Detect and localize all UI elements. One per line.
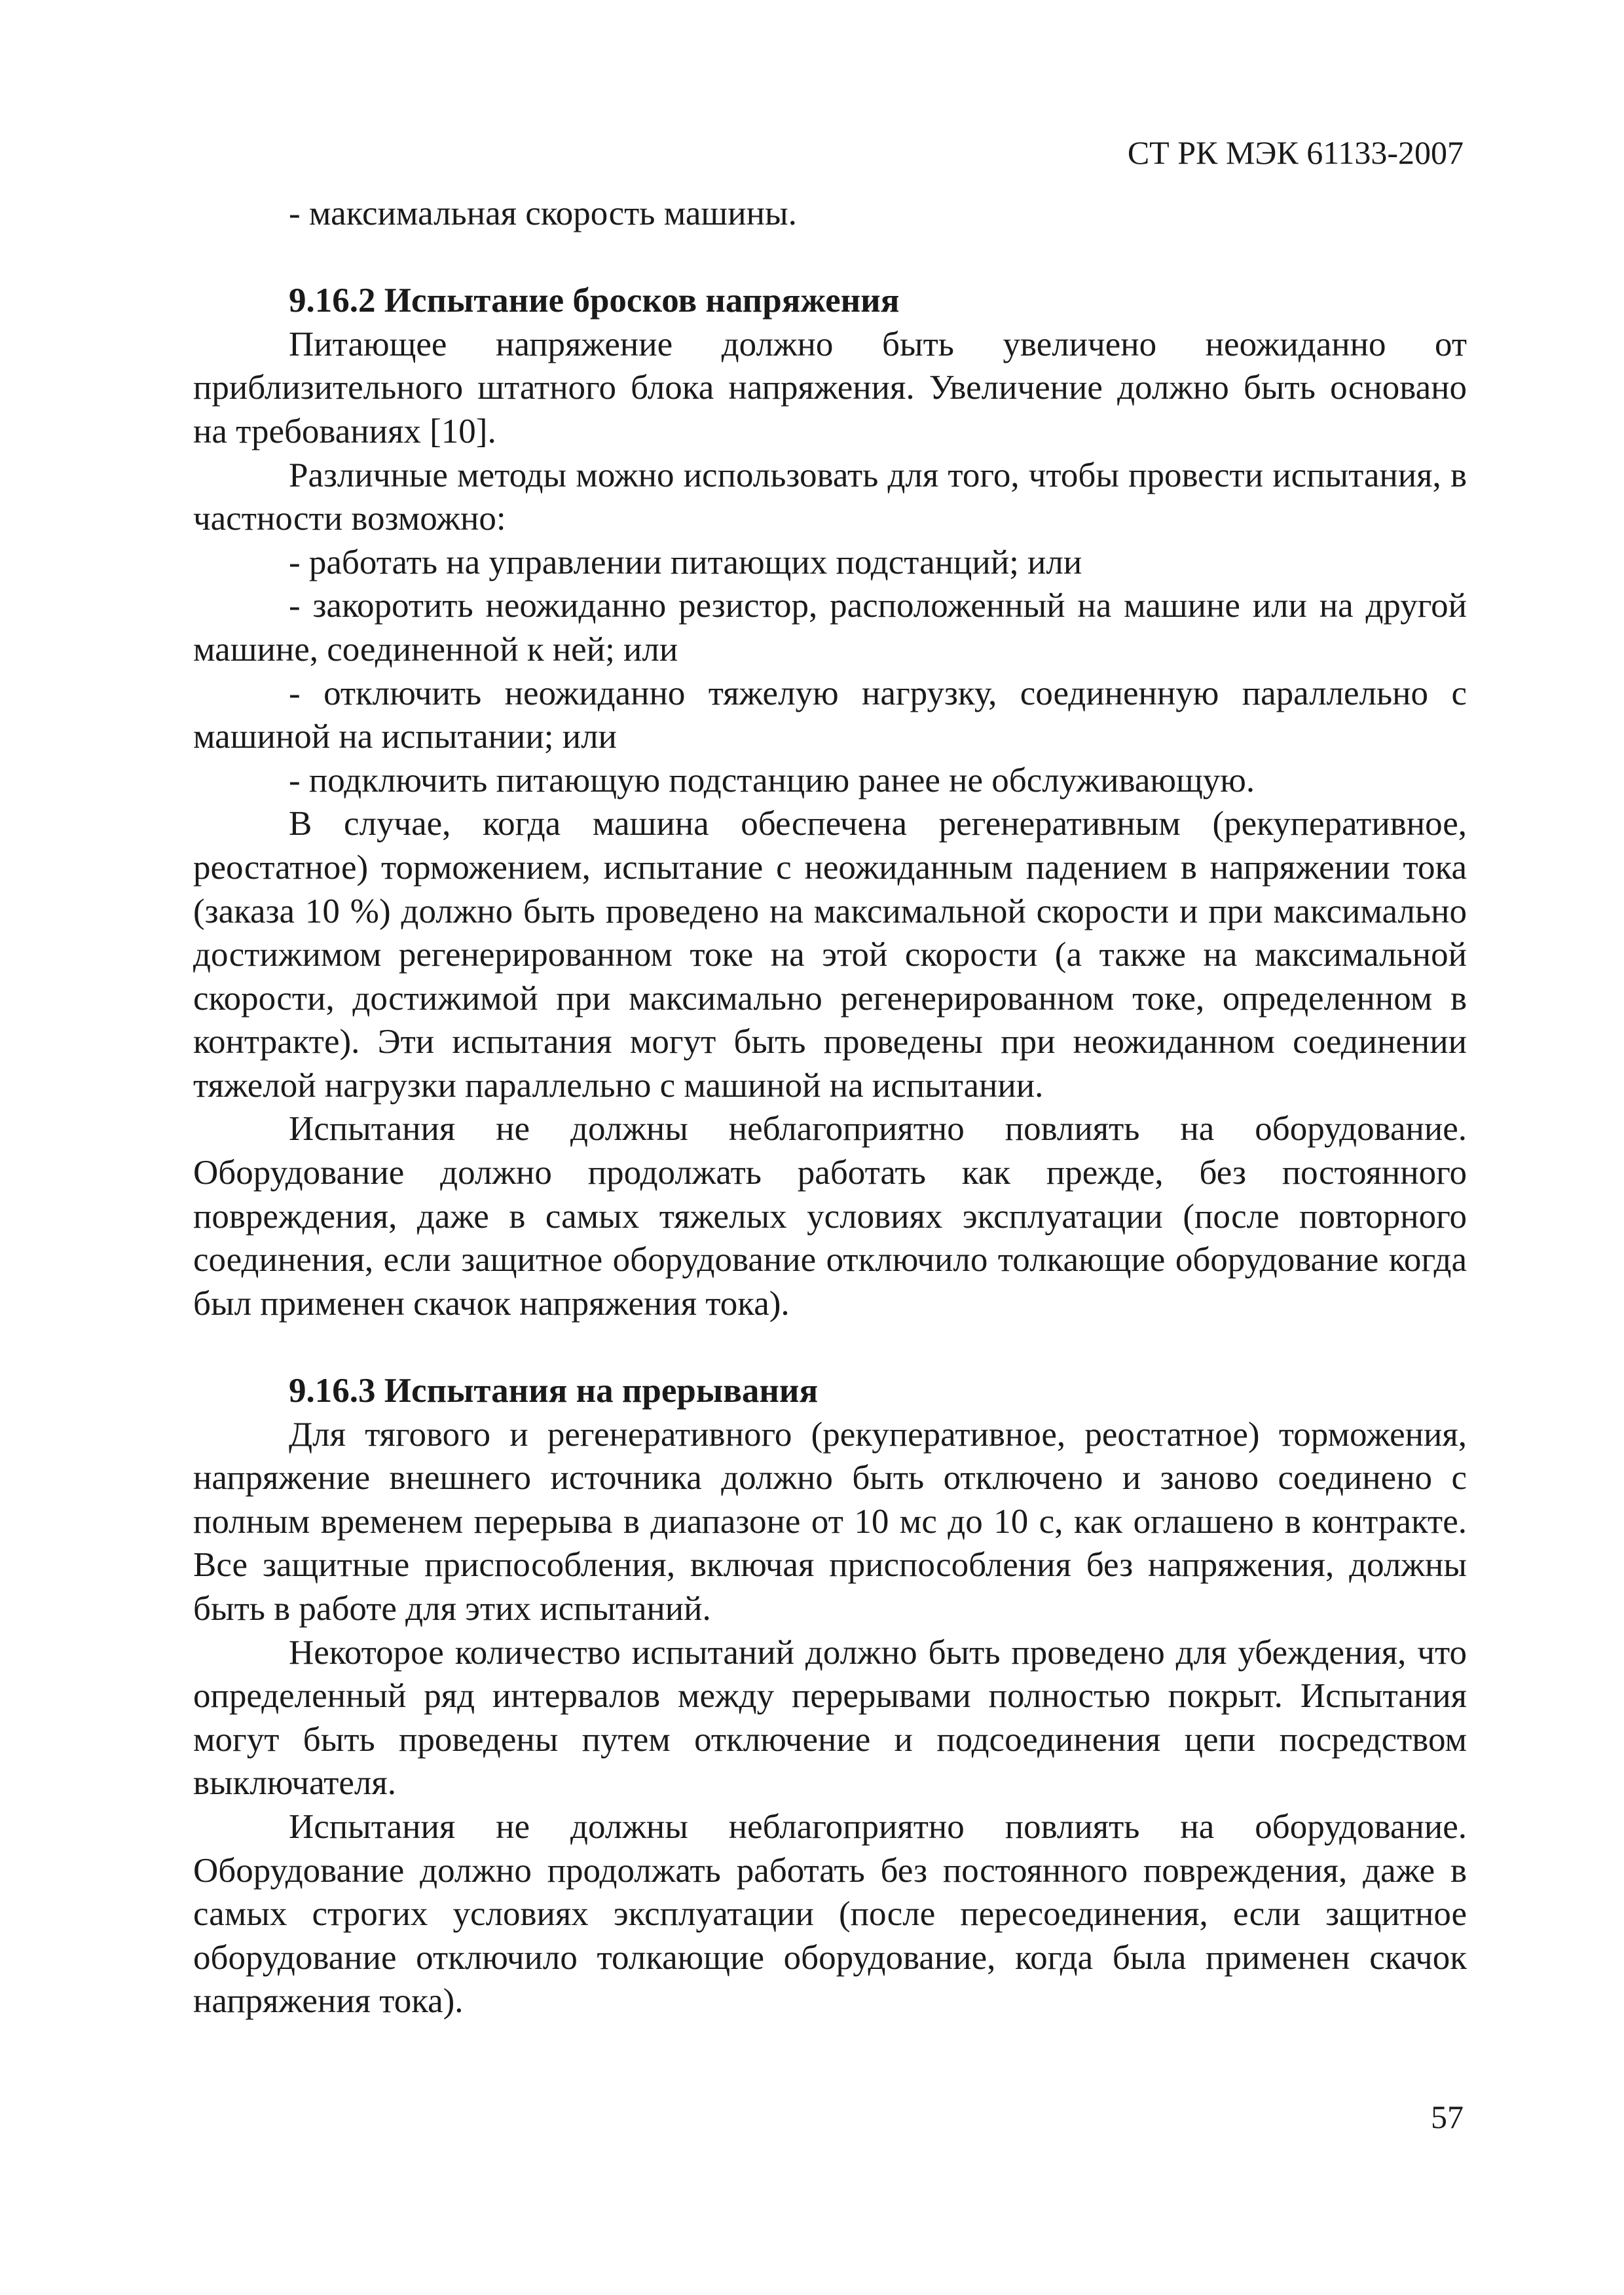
paragraph: Различные методы можно использовать для того, чтобы провести испытания, в частности возможно: <box>193 456 1467 538</box>
page-number: 57 <box>1431 2099 1464 2135</box>
paragraph: В случае, когда машина обеспечена регенеративным (рекуперативное, реостатное) торможением, испытание с неожиданным падением в напряжении тока (заказа 10 %) должно быть проведено на максимальной скорости и при максимально достижимом регенерированном токе на этой скорости (а также на максимальной скорости, достижимой при максимально регенерированном токе, определенном в контракте). Эти испытания могут быть проведены при неожиданном соединении тяжелой нагрузки параллельно с машиной на испытании. <box>193 805 1467 1105</box>
paragraph: Питающее напряжение должно быть увеличено неожиданно от приблизительного штатного блока напряжения. Увеличение должно быть основано на требованиях [10]. <box>193 325 1467 450</box>
page-body <box>193 192 1467 2023</box>
paragraph: Для тягового и регенеративного (рекуперативное, реостатное) торможения, напряжение внешнего источника должно быть отключено и заново соединено с полным временем перерыва в диапазоне от 10 мс до 10 с, как оглашено в контракте. Все защитные приспособления, включая приспособления без напряжения, должны быть в работе для этих испытаний. <box>193 1415 1467 1628</box>
list-item: - работать на управлении питающих подстанций; или <box>289 543 1082 581</box>
section-spacer <box>193 236 1467 280</box>
paragraph: Некоторое количество испытаний должно быть проведено для убеждения, что определенный ряд интервалов между перерывами полностью покрыт. Испытания могут быть проведены путем отключение и подсоединения цепи посредством выключателя. <box>193 1633 1467 1803</box>
list-item: - отключить неожиданно тяжелую нагрузку, соединенную параллельно с машиной на испытании; или <box>193 674 1467 756</box>
intro-line: - максимальная скорость машины. <box>289 194 797 232</box>
paragraph: Испытания не должны неблагоприятно повлиять на оборудование. Оборудование должно продолжать работать как прежде, без постоянного повреждения, даже в самых тяжелых условиях эксплуатации (после повторного соединения, если защитное оборудование отключило толкающие оборудование когда был применен скачок напряжения тока). <box>193 1110 1467 1323</box>
standard-id-header: СТ РК МЭК 61133-2007 <box>1127 134 1464 171</box>
section-spacer <box>193 1325 1467 1369</box>
section-title-9-16-2: 9.16.2 Испытание бросков напряжения <box>289 282 900 320</box>
section-title-9-16-3: 9.16.3 Испытания на прерывания <box>289 1372 819 1410</box>
list-item: - подключить питающую подстанцию ранее не обслуживающую. <box>289 761 1255 799</box>
paragraph: Испытания не должны неблагоприятно повлиять на оборудование. Оборудование должно продолжать работать без постоянного повреждения, даже в самых строгих условиях эксплуатации (после пересоединения, если защитное оборудование отключило толкающие оборудование, когда была применен скачок напряжения тока). <box>193 1807 1467 2021</box>
list-item: - закоротить неожиданно резистор, расположенный на машине или на другой машине, соединенной к ней; или <box>193 587 1467 669</box>
